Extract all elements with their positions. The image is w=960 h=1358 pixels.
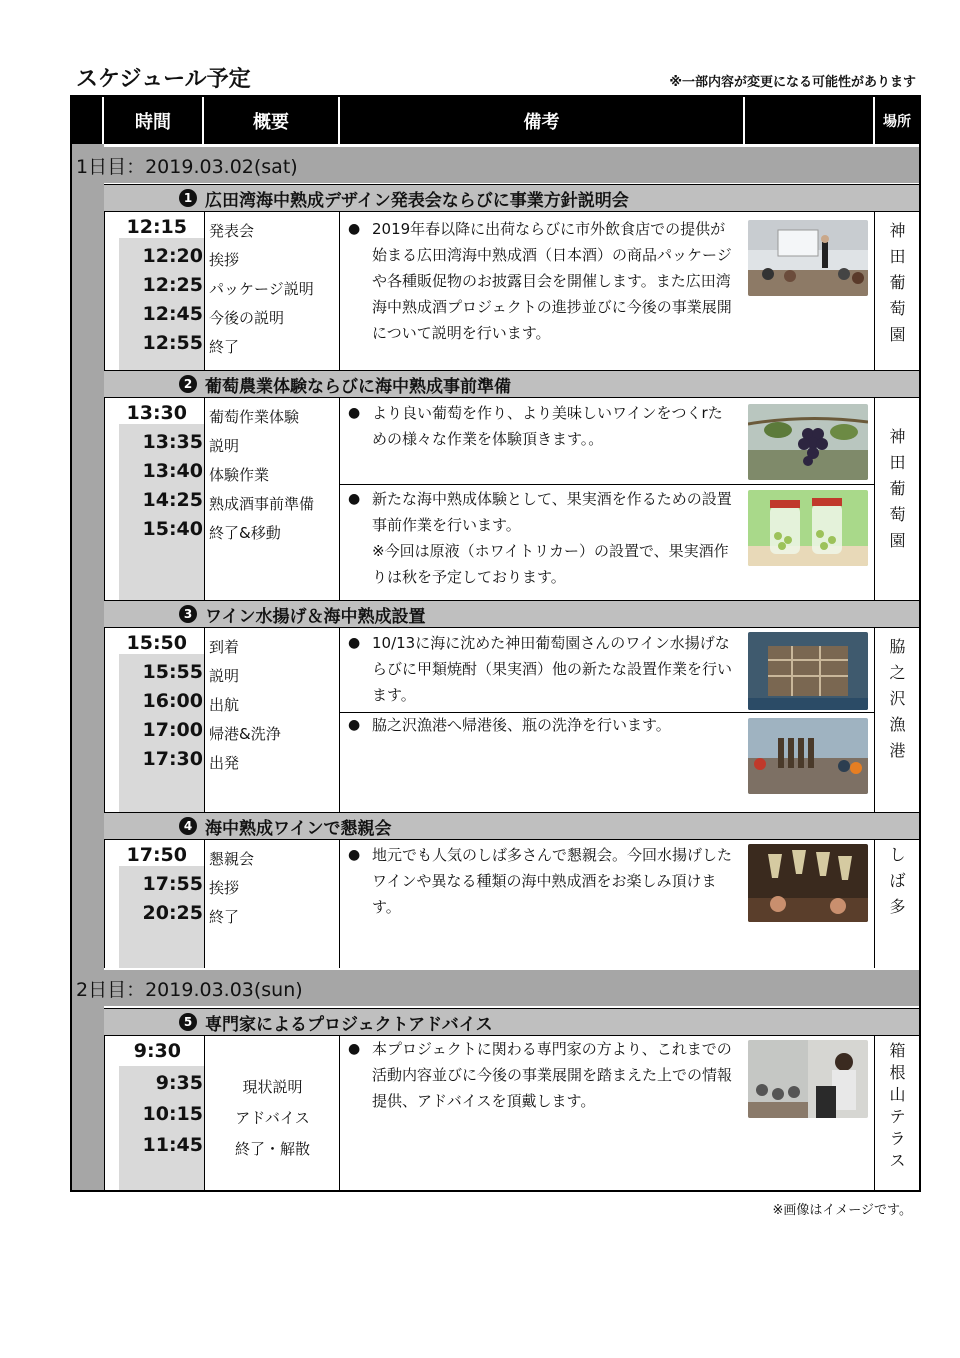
fruit-liquor-photo — [748, 490, 868, 566]
overview-item: 帰港&洗浄 — [209, 725, 281, 743]
time-cell: 13:40 — [142, 460, 203, 482]
note-separator — [340, 484, 875, 485]
day-1-header: 1日目：2019.03.02(sat) — [72, 147, 919, 183]
time-cell: 13:35 — [142, 431, 203, 453]
header-blank — [72, 97, 104, 144]
section-4-body — [104, 840, 919, 968]
overview-item: 説明 — [209, 437, 240, 455]
overview-item: 発表会 — [209, 222, 255, 240]
overview-item: 出発 — [209, 754, 240, 772]
toast-photo — [748, 844, 868, 922]
overview-item: 終了・解散 — [234, 1140, 310, 1158]
image-footnote: ※画像はイメージです。 — [772, 1203, 912, 1218]
schedule-table — [70, 95, 921, 1192]
time-cell: 15:50 — [126, 632, 187, 654]
section-number: 5 — [179, 1013, 197, 1031]
place-name: 箱 根 山 テ ラ ス — [889, 1041, 906, 1170]
section-5-body — [104, 1036, 919, 1190]
time-cell: 10:15 — [142, 1103, 203, 1125]
place-name: 神 田 葡 萄 園 — [889, 221, 906, 344]
overview-item: 終了 — [209, 338, 240, 356]
time-cell: 20:25 — [142, 902, 203, 924]
presentation-photo — [748, 220, 868, 296]
overview-item: 現状説明 — [242, 1078, 303, 1096]
place-name: 脇 之 沢 漁 港 — [889, 637, 906, 760]
time-cell: 12:15 — [126, 216, 187, 238]
time-cell: 15:55 — [142, 661, 203, 683]
note-text: ● より良い葡萄を作り、より美味しいワインをつくrための様々な作業を体験頂きます。。 — [348, 404, 723, 448]
time-cell: 12:20 — [142, 245, 203, 267]
change-notice: ※一部内容が変更になる可能性があります — [669, 75, 916, 90]
section-number: 4 — [179, 817, 197, 835]
overview-item: 終了 — [209, 908, 240, 926]
overview-item: 挨拶 — [209, 879, 240, 897]
section-1-title: 1 広田湾海中熟成デザイン発表会ならびに事業方針説明会 — [104, 184, 919, 212]
sea-harvest-photo — [748, 632, 868, 710]
section-4-title: 4 海中熟成ワインで懇親会 — [104, 812, 919, 840]
lecture-photo — [748, 1040, 868, 1118]
time-cell: 17:55 — [142, 873, 203, 895]
note-text: ● 新たな海中熟成体験として、果実酒を作るための設置事前作業を行います。 ※今回は原液（ホワイトリカー）の設置で、果実酒作りは秋を予定しております。 — [348, 490, 732, 586]
time-cell: 13:30 — [126, 402, 187, 424]
overview-item: 今後の説明 — [209, 309, 285, 327]
overview-item: 出航 — [209, 696, 240, 714]
note-text: ● 本プロジェクトに関わる専門家の方より、これまでの活動内容並びに今後の事業展開を踏まえた上での情報提供、アドバイスを頂戴します。 — [348, 1040, 733, 1110]
section-1-body — [104, 212, 919, 370]
time-cell: 12:25 — [142, 274, 203, 296]
overview-item: アドバイス — [235, 1109, 310, 1127]
time-cell: 9:30 — [133, 1040, 181, 1062]
section-5-title: 5 専門家によるプロジェクトアドバイス — [104, 1008, 919, 1036]
section-number: 3 — [179, 605, 197, 623]
overview-item: 熟成酒事前準備 — [209, 495, 315, 513]
time-cell: 12:45 — [142, 303, 203, 325]
time-cell: 17:30 — [142, 748, 203, 770]
place-name: し ば 多 — [889, 845, 906, 916]
time-cell: 11:45 — [142, 1134, 203, 1156]
note-text: ● 2019年春以降に出荷ならびに市外飲食店での提供が始まる広田湾海中熟成酒（日本酒）の商品パッケージや各種販促物のお披露目会を開催します。また広田湾海中熟成酒プロジェクトの進捗並びに今後の事業展開について説明を行います。 — [348, 220, 732, 342]
overview-item: 懇親会 — [209, 850, 255, 868]
section-number: 1 — [179, 189, 197, 207]
place-name: 神 田 葡 萄 園 — [889, 427, 906, 550]
overview-item: 体験作業 — [209, 466, 270, 484]
overview-item: パッケージ説明 — [209, 280, 314, 298]
day-2-header: 2日目：2019.03.03(sun) — [72, 970, 919, 1006]
page-title: スケジュール予定 — [76, 67, 251, 92]
section-2-body — [104, 398, 919, 600]
time-cell: 9:35 — [155, 1072, 203, 1094]
time-cell: 17:00 — [142, 719, 203, 741]
overview-item: 説明 — [209, 667, 240, 685]
note-text: ● 地元でも人気のしば多さんで懇親会。今回水揚げしたワインや異なる種類の海中熟成酒をお楽しみ頂けます。 — [348, 846, 733, 916]
header-time: 時間 — [104, 97, 204, 144]
section-3-title: 3 ワイン水揚げ＆海中熟成設置 — [104, 600, 919, 628]
left-margin-bar — [72, 144, 104, 1190]
overview-item: 到着 — [209, 638, 240, 656]
header-overview: 概要 — [204, 97, 340, 144]
time-cell: 16:00 — [142, 690, 203, 712]
note-text: ● 10/13に海に沈めた神田葡萄園さんのワイン水揚げならびに甲類焼酎（果実酒）他の新たな設置作業を行います。 — [348, 634, 733, 704]
port-washing-photo — [748, 718, 868, 794]
overview-item: 葡萄作業体験 — [209, 408, 300, 426]
time-cell: 12:55 — [142, 332, 203, 354]
time-cell: 14:25 — [142, 489, 203, 511]
section-number: 2 — [179, 375, 197, 393]
overview-item: 挨拶 — [209, 251, 240, 269]
grape-photo — [748, 404, 868, 480]
note-text: ● 脇之沢漁港へ帰港後、瓶の洗浄を行います。 — [348, 716, 671, 734]
section-2-title: 2 葡萄農業体験ならびに海中熟成事前準備 — [104, 370, 919, 398]
section-3-body — [104, 628, 919, 812]
header-place: 場所 — [875, 97, 919, 144]
header-notes-image — [745, 97, 875, 144]
time-cell: 17:50 — [126, 844, 187, 866]
overview-item: 終了&移動 — [209, 524, 281, 542]
header-notes: 備考 — [340, 97, 745, 144]
time-cell: 15:40 — [142, 518, 203, 540]
